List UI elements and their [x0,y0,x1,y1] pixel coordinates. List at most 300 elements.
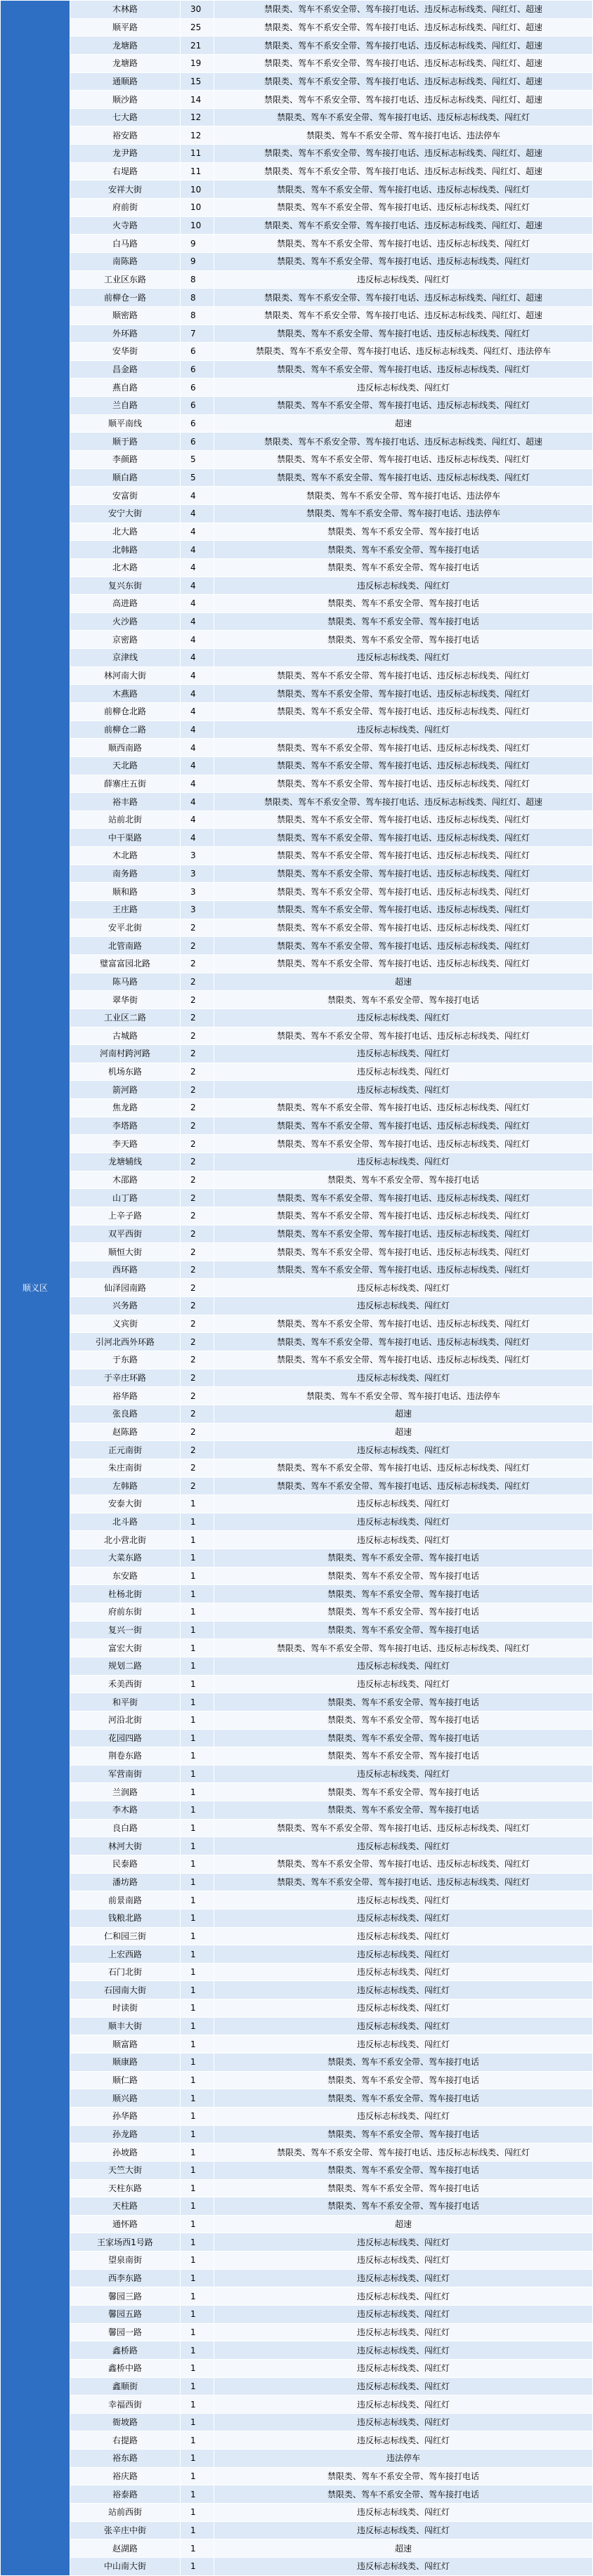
violation-types-cell: 禁限类、驾车不系安全带、驾车接打电话、违反标志标线类、闯红灯 [214,451,593,469]
table-row [1,1801,593,1820]
road-name-cell: 龙塘路 [70,37,181,55]
violation-types-cell: 禁限类、驾车不系安全带、驾车接打电话、违法停车 [214,487,593,505]
violation-types-cell: 禁限类、驾车不系安全带、驾车接打电话 [214,1171,593,1189]
violation-types-cell: 违反标志标线类、闯红灯 [214,2504,593,2522]
violation-types-cell: 禁限类、驾车不系安全带、驾车接打电话 [214,991,593,1009]
violation-types-cell: 禁限类、驾车不系安全带、驾车接打电话 [214,2467,593,2485]
table-row [1,1207,593,1225]
violation-types-cell: 禁限类、驾车不系安全带、驾车接打电话、违反标志标线类、闯红灯 [214,1207,593,1225]
road-name-cell: 木林路 [70,1,181,19]
road-name-cell: 馨园三路 [70,2287,181,2306]
violation-count-cell: 1 [181,2359,214,2377]
violation-types-cell: 超速 [214,1423,593,1441]
violation-count-cell: 10 [181,180,214,199]
violation-count-cell: 1 [181,1945,214,1964]
violation-types-cell: 违反标志标线类、闯红灯 [214,2557,593,2575]
violation-count-cell: 1 [181,1693,214,1711]
road-name-cell: 石园南大街 [70,1981,181,1999]
violation-types-cell: 违反标志标线类、闯红灯 [214,1963,593,1981]
table-row [1,1891,593,1910]
violation-types-cell: 禁限类、驾车不系安全带、驾车接打电话、违反标志标线类、闯红灯 [214,2143,593,2162]
road-name-cell: 杜杨北街 [70,1585,181,1603]
road-name-cell: 顺和路 [70,883,181,901]
road-name-cell: 顺富路 [70,2035,181,2053]
table-row [1,666,593,685]
road-name-cell: 北小营北街 [70,1531,181,1549]
road-name-cell: 右堤路 [70,162,181,180]
violation-count-cell: 4 [181,793,214,811]
road-name-cell: 天柱东路 [70,2179,181,2197]
violation-count-cell: 1 [181,2233,214,2252]
violation-types-cell: 禁限类、驾车不系安全带、驾车接打电话、违反标志标线类、闯红灯 [214,1351,593,1369]
table-row [1,1531,593,1549]
road-name-cell: 顺白路 [70,468,181,487]
violation-types-cell: 禁限类、驾车不系安全带、驾车接打电话、违反标志标线类、闯红灯 [214,1333,593,1351]
road-name-cell: 衙坡路 [70,2413,181,2431]
road-name-cell: 木北路 [70,847,181,865]
violation-types-cell: 超速 [214,1405,593,1423]
road-name-cell: 富宏大街 [70,1639,181,1657]
table-row [1,1171,593,1189]
road-name-cell: 潘坊路 [70,1873,181,1891]
violation-types-cell: 禁限类、驾车不系安全带、驾车接打电话、违反标志标线类、闯红灯、超速 [214,72,593,91]
violation-count-cell: 4 [181,739,214,757]
violation-count-cell: 1 [181,2197,214,2216]
violation-types-cell: 违反标志标线类、闯红灯 [214,2341,593,2360]
road-name-cell: 大菜东路 [70,1549,181,1568]
violation-count-cell: 6 [181,379,214,397]
road-name-cell: 翠华街 [70,991,181,1009]
table-row [1,145,593,163]
violation-types-cell: 禁限类、驾车不系安全带、驾车接打电话、违反标志标线类、闯红灯 [214,468,593,487]
road-name-cell: 张良路 [70,1405,181,1423]
violation-types-cell: 禁限类、驾车不系安全带、驾车接打电话 [214,2161,593,2179]
road-name-cell: 河沿北街 [70,1711,181,1729]
violation-types-cell: 禁限类、驾车不系安全带、驾车接打电话 [214,1567,593,1585]
violation-count-cell: 11 [181,145,214,163]
violation-count-cell: 1 [181,2377,214,2396]
road-name-cell: 木燕路 [70,685,181,703]
table-row [1,1639,593,1657]
road-name-cell: 顺密路 [70,306,181,324]
road-name-cell: 安宁大街 [70,504,181,523]
road-name-cell: 通顺路 [70,72,181,91]
violation-types-cell: 违反标志标线类、闯红灯 [214,2252,593,2270]
table-row [1,433,593,451]
table-row [1,18,593,37]
violation-count-cell: 1 [181,2179,214,2197]
road-name-cell: 双平西街 [70,1225,181,1243]
violation-count-cell: 4 [181,523,214,541]
violation-types-cell: 违反标志标线类、闯红灯 [214,2107,593,2125]
violation-types-cell: 禁限类、驾车不系安全带、驾车接打电话 [214,2197,593,2216]
table-row [1,2323,593,2341]
violation-count-cell: 1 [181,1675,214,1693]
road-name-cell: 天柱路 [70,2197,181,2216]
violation-types-cell: 违反标志标线类、闯红灯 [214,1531,593,1549]
road-name-cell: 古城路 [70,1027,181,1045]
violation-count-cell: 4 [181,702,214,721]
table-row [1,685,593,703]
violation-count-cell: 4 [181,666,214,685]
road-name-cell: 前柳仓北路 [70,702,181,721]
violation-count-cell: 1 [181,1621,214,1639]
table-row [1,919,593,937]
violation-types-cell: 禁限类、驾车不系安全带、驾车接打电话、违反标志标线类、闯红灯 [214,901,593,919]
road-name-cell: 顺康路 [70,2053,181,2072]
table-row [1,1675,593,1693]
violation-types-cell: 超速 [214,2539,593,2558]
violation-types-cell: 禁限类、驾车不系安全带、驾车接打电话 [214,2071,593,2089]
violation-types-cell: 违反标志标线类、闯红灯 [214,1081,593,1099]
violation-count-cell: 2 [181,973,214,991]
violation-types-cell: 违反标志标线类、闯红灯 [214,270,593,289]
violation-count-cell: 1 [181,1531,214,1549]
violation-count-cell: 1 [181,2467,214,2485]
violation-count-cell: 1 [181,1585,214,1603]
violation-count-cell: 2 [181,1063,214,1081]
violation-count-cell: 2 [181,1008,214,1027]
district-cell: 顺义区 [1,1,70,2576]
violation-count-cell: 4 [181,558,214,577]
table-row [1,1927,593,1945]
violation-count-cell: 1 [181,2269,214,2287]
table-row [1,1819,593,1837]
violation-types-cell: 禁限类、驾车不系安全带、驾车接打电话、违反标志标线类、闯红灯 [214,1873,593,1891]
violation-count-cell: 1 [181,2071,214,2089]
violation-count-cell: 1 [181,2431,214,2450]
table-row [1,775,593,793]
violation-count-cell: 21 [181,37,214,55]
road-name-cell: 陈马路 [70,973,181,991]
violation-types-cell: 禁限类、驾车不系安全带、驾车接打电话 [214,558,593,577]
violation-count-cell: 2 [181,1099,214,1117]
table-row [1,468,593,487]
violation-types-cell: 违反标志标线类、闯红灯 [214,2269,593,2287]
road-name-cell: 外环路 [70,324,181,343]
road-name-cell: 七大路 [70,108,181,126]
violation-count-cell: 2 [181,1459,214,1477]
table-row [1,649,593,667]
violation-count-cell: 2 [181,1153,214,1171]
road-name-cell: 仙泽园南路 [70,1279,181,1297]
table-row [1,1999,593,2018]
table-row [1,2450,593,2468]
violation-count-cell: 9 [181,235,214,253]
violation-types-cell: 违反标志标线类、闯红灯 [214,1945,593,1964]
road-name-cell: 引河北西外环路 [70,1333,181,1351]
table-row [1,1117,593,1135]
road-name-cell: 工业区二路 [70,1008,181,1027]
road-name-cell: 北木路 [70,558,181,577]
violation-count-cell: 1 [181,2125,214,2143]
road-name-cell: 北斗路 [70,1513,181,1531]
violation-count-cell: 2 [181,1333,214,1351]
violation-types-cell: 禁限类、驾车不系安全带、驾车接打电话、违反标志标线类、闯红灯、超速 [214,162,593,180]
violation-types-cell: 违反标志标线类、闯红灯 [214,1909,593,1927]
road-name-cell: 北管南路 [70,937,181,955]
violation-count-cell: 1 [181,1567,214,1585]
violation-types-cell: 禁限类、驾车不系安全带、驾车接打电话、违反标志标线类、闯红灯 [214,235,593,253]
violation-count-cell: 10 [181,199,214,217]
violation-types-cell: 禁限类、驾车不系安全带、驾车接打电话、违反标志标线类、闯红灯 [214,883,593,901]
road-name-cell: 张辛庄中街 [70,2521,181,2539]
table-row [1,414,593,433]
road-name-cell: 顺西南路 [70,739,181,757]
road-name-cell: 工业区东路 [70,270,181,289]
violation-types-cell: 违反标志标线类、闯红灯 [214,1837,593,1855]
violation-types-cell: 禁限类、驾车不系安全带、驾车接打电话、违反标志标线类、闯红灯 [214,702,593,721]
road-name-cell: 朱庄南街 [70,1459,181,1477]
violation-types-cell: 违反标志标线类、闯红灯 [214,2521,593,2539]
violation-count-cell: 1 [181,1891,214,1910]
violation-types-cell: 禁限类、驾车不系安全带、驾车接打电话、违反标志标线类、闯红灯 [214,1819,593,1837]
road-name-cell: 于东路 [70,1351,181,1369]
table-row [1,1081,593,1099]
violation-count-cell: 2 [181,1261,214,1279]
violation-types-cell: 禁限类、驾车不系安全带、驾车接打电话、违反标志标线类、闯红灯、超速 [214,37,593,55]
violation-count-cell: 1 [181,1495,214,1513]
violation-count-cell: 1 [181,1783,214,1801]
violation-types-cell: 禁限类、驾车不系安全带、驾车接打电话 [214,2125,593,2143]
violation-types-cell: 违反标志标线类、闯红灯 [214,379,593,397]
violation-count-cell: 1 [181,1873,214,1891]
road-name-cell: 京津线 [70,649,181,667]
road-name-cell: 龙塘辅线 [70,1153,181,1171]
violation-count-cell: 1 [181,2485,214,2504]
violation-types-cell: 违反标志标线类、闯红灯 [214,2287,593,2306]
road-name-cell: 前柳仓二路 [70,721,181,739]
table-row [1,1,593,19]
violation-types-cell: 禁限类、驾车不系安全带、驾车接打电话、违反标志标线类、闯红灯 [214,756,593,775]
violation-types-cell: 禁限类、驾车不系安全带、驾车接打电话、违反标志标线类、闯红灯 [214,1315,593,1333]
violation-count-cell: 3 [181,847,214,865]
road-name-cell: 前柳仓一路 [70,289,181,307]
violation-count-cell: 4 [181,649,214,667]
road-name-cell: 兰润路 [70,1783,181,1801]
road-name-cell: 箭河路 [70,1081,181,1099]
table-row [1,2125,593,2143]
violation-types-cell: 违反标志标线类、闯红灯 [214,2413,593,2431]
violation-count-cell: 8 [181,270,214,289]
violation-count-cell: 2 [181,1441,214,1459]
violation-types-cell: 违反标志标线类、闯红灯 [214,721,593,739]
violation-types-cell: 禁限类、驾车不系安全带、驾车接打电话 [214,1729,593,1747]
table-row [1,2485,593,2504]
road-name-cell: 馨园五路 [70,2306,181,2324]
road-name-cell: 兴务路 [70,1297,181,1315]
road-name-cell: 上宏西路 [70,1945,181,1964]
table-row [1,1963,593,1981]
road-name-cell: 站前西街 [70,2504,181,2522]
road-name-cell: 火沙路 [70,612,181,631]
violation-types-cell: 禁限类、驾车不系安全带、驾车接打电话、违反标志标线类、闯红灯 [214,360,593,379]
table-row [1,577,593,595]
violation-count-cell: 2 [181,1477,214,1495]
road-name-cell: 林河大街 [70,1837,181,1855]
violation-types-cell: 禁限类、驾车不系安全带、驾车接打电话 [214,1783,593,1801]
violation-types-cell: 禁限类、驾车不系安全带、驾车接打电话、违反标志标线类、闯红灯 [214,1099,593,1117]
road-name-cell: 通怀路 [70,2215,181,2233]
road-name-cell: 龙塘路 [70,54,181,72]
road-name-cell: 裕华路 [70,1387,181,1405]
violation-types-cell: 禁限类、驾车不系安全带、驾车接打电话 [214,523,593,541]
violation-count-cell: 1 [181,1909,214,1927]
violation-types-cell: 禁限类、驾车不系安全带、驾车接打电话 [214,1711,593,1729]
violation-count-cell: 1 [181,1981,214,1999]
road-name-cell: 馨园一路 [70,2323,181,2341]
road-name-cell: 鑫桥路 [70,2341,181,2360]
road-name-cell: 昌金路 [70,360,181,379]
violation-types-cell: 禁限类、驾车不系安全带、驾车接打电话、违反标志标线类、闯红灯、违法停车 [214,343,593,361]
table-row [1,199,593,217]
violation-types-cell: 违反标志标线类、闯红灯 [214,1513,593,1531]
road-name-cell: 西李东路 [70,2269,181,2287]
violation-types-cell: 违反标志标线类、闯红灯 [214,2359,593,2377]
violation-count-cell: 1 [181,1603,214,1622]
table-row [1,324,593,343]
table-row [1,2287,593,2306]
violation-types-cell: 禁限类、驾车不系安全带、驾车接打电话、违反标志标线类、闯红灯 [214,108,593,126]
table-row [1,1135,593,1153]
violation-count-cell: 1 [181,2252,214,2270]
road-name-cell: 安祥大街 [70,180,181,199]
violation-count-cell: 4 [181,810,214,829]
road-name-cell: 南陈路 [70,252,181,270]
table-row [1,270,593,289]
table-row [1,631,593,649]
violation-count-cell: 3 [181,865,214,883]
violation-types-cell: 禁限类、驾车不系安全带、驾车接打电话 [214,631,593,649]
road-name-cell: 孙坡路 [70,2143,181,2162]
table-row [1,1045,593,1063]
road-name-cell: 东安路 [70,1567,181,1585]
violation-types-cell: 禁限类、驾车不系安全带、驾车接打电话、违反标志标线类、闯红灯 [214,666,593,685]
table-row [1,2431,593,2450]
violation-types-cell: 禁限类、驾车不系安全带、驾车接打电话、违反标志标线类、闯红灯 [214,1189,593,1207]
road-name-cell: 中干渠路 [70,829,181,847]
table-row [1,1297,593,1315]
table-row [1,1765,593,1783]
violation-count-cell: 4 [181,631,214,649]
table-row [1,1333,593,1351]
road-name-cell: 顺恒大街 [70,1243,181,1261]
table-row [1,1729,593,1747]
road-name-cell: 顺仁路 [70,2071,181,2089]
table-row [1,2341,593,2360]
road-name-cell: 赵湖路 [70,2539,181,2558]
table-row [1,1441,593,1459]
violation-count-cell: 1 [181,1711,214,1729]
table-row [1,2269,593,2287]
violation-count-cell: 11 [181,162,214,180]
table-row [1,2396,593,2414]
violation-types-cell: 违反标志标线类、闯红灯 [214,1675,593,1693]
table-row [1,901,593,919]
table-row [1,108,593,126]
violation-types-cell: 违反标志标线类、闯红灯 [214,2377,593,2396]
violation-types-cell: 禁限类、驾车不系安全带、驾车接打电话 [214,2485,593,2504]
violation-count-cell: 2 [181,1297,214,1315]
violation-count-cell: 2 [181,1387,214,1405]
table-row [1,612,593,631]
road-name-cell: 左韩路 [70,1477,181,1495]
violation-count-cell: 2 [181,1189,214,1207]
table-row [1,1225,593,1243]
road-name-cell: 正元南街 [70,1441,181,1459]
violation-count-cell: 1 [181,1513,214,1531]
road-name-cell: 裕泰路 [70,2485,181,2504]
violation-types-cell: 禁限类、驾车不系安全带、驾车接打电话 [214,2179,593,2197]
road-name-cell: 中山南大街 [70,2557,181,2575]
table-row [1,2521,593,2539]
table-row [1,1387,593,1405]
violation-count-cell: 14 [181,91,214,109]
road-name-cell: 赵陈路 [70,1423,181,1441]
violation-types-cell: 违反标志标线类、闯红灯 [214,2035,593,2053]
road-name-cell: 义宾街 [70,1315,181,1333]
violation-count-cell: 1 [181,1963,214,1981]
violation-count-cell: 4 [181,685,214,703]
table-row [1,2107,593,2125]
violation-count-cell: 1 [181,2107,214,2125]
table-row [1,180,593,199]
road-name-cell: 机场东路 [70,1063,181,1081]
table-row [1,1693,593,1711]
table-row [1,1063,593,1081]
road-name-cell: 顺兴路 [70,2089,181,2108]
road-name-cell: 望泉南街 [70,2252,181,2270]
road-name-cell: 燕自路 [70,379,181,397]
table-row [1,829,593,847]
road-name-cell: 顺丰大街 [70,2017,181,2035]
road-name-cell: 山丁路 [70,1189,181,1207]
table-row [1,954,593,973]
road-name-cell: 王庄路 [70,901,181,919]
table-row [1,1459,593,1477]
violation-types-cell: 违反标志标线类、闯红灯 [214,1063,593,1081]
violation-count-cell: 4 [181,595,214,613]
road-name-cell: 幸福西街 [70,2396,181,2414]
violation-types-cell: 违反标志标线类、闯红灯 [214,2323,593,2341]
road-name-cell: 复兴东街 [70,577,181,595]
table-row [1,252,593,270]
violation-count-cell: 1 [181,1855,214,1873]
table-row [1,1657,593,1675]
violation-types-cell: 违反标志标线类、闯红灯 [214,577,593,595]
road-name-cell: 京密路 [70,631,181,649]
table-row [1,2215,593,2233]
violation-count-cell: 1 [181,1819,214,1837]
violation-count-cell: 7 [181,324,214,343]
violation-types-cell: 禁限类、驾车不系安全带、驾车接打电话 [214,595,593,613]
violation-count-cell: 1 [181,2341,214,2360]
road-name-cell: 北大路 [70,523,181,541]
table-row [1,1837,593,1855]
violation-types-cell: 禁限类、驾车不系安全带、驾车接打电话 [214,1693,593,1711]
road-name-cell: 裕东路 [70,2450,181,2468]
violation-count-cell: 4 [181,829,214,847]
table-row [1,2035,593,2053]
table-row [1,2359,593,2377]
road-name-cell: 禾美西街 [70,1675,181,1693]
road-name-cell: 鑫顺街 [70,2377,181,2396]
violation-types-cell: 禁限类、驾车不系安全带、驾车接打电话、违法停车 [214,1387,593,1405]
road-name-cell: 府前街 [70,199,181,217]
road-name-cell: 顺沙路 [70,91,181,109]
violation-types-cell: 禁限类、驾车不系安全带、驾车接打电话、违反标志标线类、闯红灯 [214,1225,593,1243]
table-row [1,2143,593,2162]
